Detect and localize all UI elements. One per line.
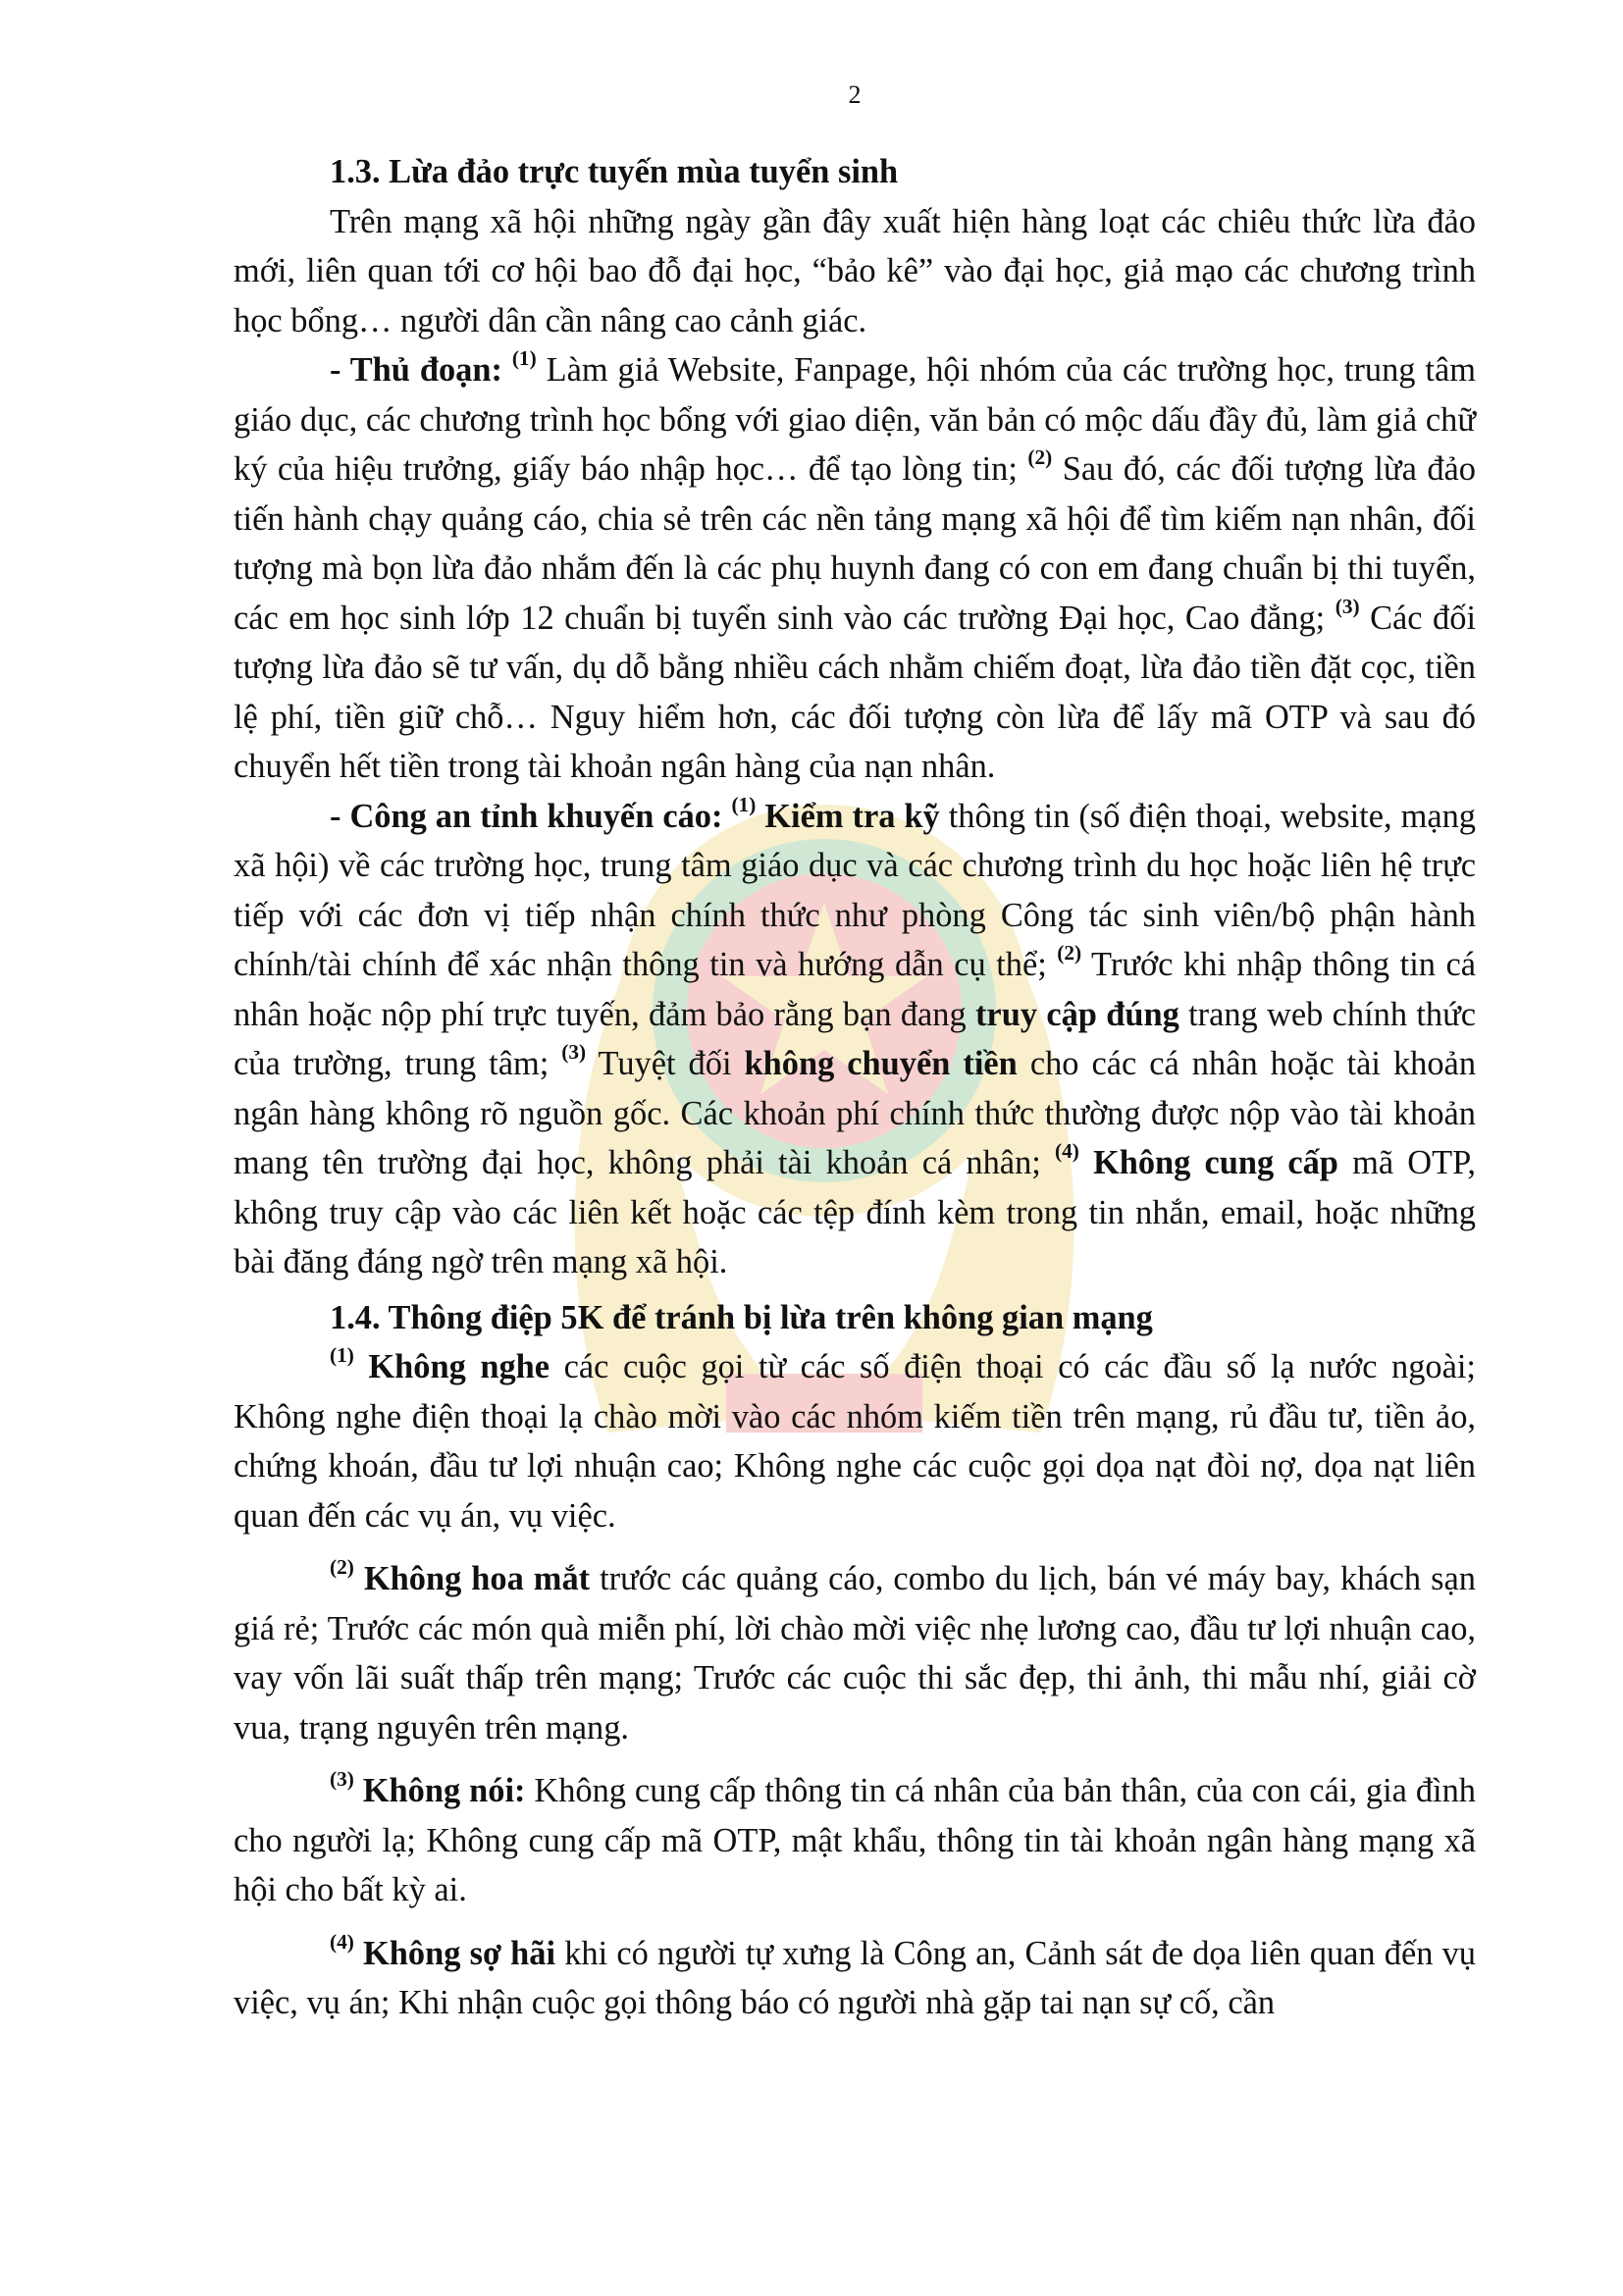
method-marker-3: (3) <box>1335 594 1360 618</box>
item-title: Không hoa mắt <box>363 1560 591 1597</box>
five-k-item-3 <box>234 1766 1476 1915</box>
advice-marker-4: (4) <box>1054 1139 1079 1164</box>
advice-marker-3: (3) <box>561 1040 587 1065</box>
item-text: trước các quảng cáo, combo du lịch, bán vé máy bay, khách sạn giá rẻ; Trước các món quà miễn phí, lời chào mời việc nhẹ lương cao, đầu tư lợi nhuận cao, vay vốn lãi suất thấp trên mạng; Trước các cuộc thi sắc đẹp, thi ảnh, thi mẫu nhí, giải cờ vua, trạng nguyên trên mạng. <box>234 1560 1476 1747</box>
section-1-3-intro: Trên mạng xã hội những ngày gần đây xuất hiện hàng loạt các chiêu thức lừa đảo mới, liên quan tới cơ hội bao đỗ đại học, “bảo kê” vào đại học, giả mạo các chương trình học bổng… người dân cần nâng cao cảnh giác. <box>234 202 1476 339</box>
item-text: Không cung cấp thông tin cá nhân của bản thân, của con cái, gia đình cho người lạ; Không cung cấp mã OTP, mật khẩu, thông tin tài khoản ngân hàng mạng xã hội cho bất kỳ ai. <box>234 1772 1476 1908</box>
advice-marker-2: (2) <box>1057 941 1082 965</box>
method-marker-1: (1) <box>511 346 537 371</box>
method-text-3: Các đối tượng lừa đảo sẽ tư vấn, dụ dỗ bằng nhiều cách nhằm chiếm đoạt, lừa đảo tiền đặt cọc, tiền lệ phí, tiền giữ chỗ… Nguy hiểm hơn, các đối tượng còn lừa để lấy mã OTP và sau đó chuyển hết tiền trong tài khoản ngân hàng của nạn nhân. <box>234 599 1477 785</box>
item-marker: (1) <box>330 1343 354 1368</box>
advice-bold-4: Không cung cấp <box>1092 1144 1338 1181</box>
advice-text-3b: cho các cá nhân hoặc tài khoản ngân hàng không rõ nguồn gốc. Các khoản phí chính thức thường được nộp vào tài khoản mang tên trường đại học, không phải tài khoản cá nhân; <box>234 1045 1477 1181</box>
police-advice-paragraph <box>234 792 1476 1287</box>
advice-label: - Công an tỉnh khuyến cáo: <box>330 797 723 835</box>
page-number: 2 <box>848 80 862 109</box>
advice-bold-2: truy cập đúng <box>974 995 1179 1033</box>
advice-bold-1: Kiểm tra kỹ <box>764 797 940 835</box>
advice-text-1: thông tin (số điện thoại, website, mạng xã hội) về các trường học, trung tâm giáo dục và các chương trình du học hoặc liên hệ trực tiếp với các đơn vị tiếp nhận chính thức như phòng Công tác sinh viên/bộ phận hành chính/tài chính để xác nhận thông tin và hướng dẫn cụ thể; <box>234 797 1476 983</box>
item-title: Không nghe <box>368 1348 550 1385</box>
item-text: khi có người tự xưng là Công an, Cảnh sát đe dọa liên quan đến vụ việc, vụ án; Khi nhận cuộc gọi thông báo có người nhà gặp tai nạn sự cố, cần <box>234 1934 1476 2021</box>
advice-text-3a: Tuyệt đối <box>586 1045 745 1082</box>
item-text: các cuộc gọi từ các số điện thoại có các đầu số lạ nước ngoài; Không nghe điện thoại lạ chào mời vào các nhóm kiếm tiền trên mạng, rủ đầu tư, tiền ảo, chứng khoán, đầu tư lợi nhuận cao; Không nghe các cuộc gọi dọa nạt đòi nợ, dọa nạt liên quan đến các vụ án, vụ việc. <box>234 1348 1476 1535</box>
advice-text-2b: trang web chính thức của trường, trung tâm; <box>234 995 1476 1082</box>
section-heading-1-4: 1.4. Thông điệp 5K để tránh bị lừa trên không gian mạng <box>330 1298 1153 1336</box>
method-label: - Thủ đoạn: <box>330 351 502 389</box>
advice-text-4: mã OTP, không truy cập vào các liên kết hoặc các tệp đính kèm trong tin nhắn, email, hoặc những bài đăng đáng ngờ trên mạng xã hội. <box>234 1144 1476 1280</box>
item-marker: (3) <box>330 1767 354 1792</box>
item-marker: (4) <box>330 1929 354 1954</box>
scam-method-paragraph <box>234 345 1476 792</box>
five-k-item-4 <box>234 1929 1476 2028</box>
section-heading-1-3: 1.3. Lừa đảo trực tuyến mùa tuyển sinh <box>330 153 899 190</box>
item-title: Không nói: <box>362 1772 526 1809</box>
advice-text-2a: Trước khi nhập thông tin cá nhân hoặc nộp phí trực tuyến, đảm bảo rằng bạn đang <box>234 946 1476 1033</box>
five-k-item-2 <box>234 1554 1476 1752</box>
method-marker-2: (2) <box>1027 445 1053 470</box>
method-text-2: Sau đó, các đối tượng lừa đảo tiến hành chạy quảng cáo, chia sẻ trên các nền tảng mạng xã hội để tìm kiếm nạn nhân, đối tượng mà bọn lừa đảo nhắm đến là các phụ huynh đang có con em đang chuẩn bị thi tuyển, các em học sinh lớp 12 chuẩn bị tuyển sinh vào các trường Đại học, Cao đẳng; <box>234 450 1476 637</box>
document-body <box>234 147 1476 2028</box>
item-marker: (2) <box>330 1555 354 1580</box>
advice-marker-1: (1) <box>731 792 757 816</box>
advice-bold-3: không chuyển tiền <box>744 1045 1018 1082</box>
five-k-item-1 <box>234 1342 1476 1540</box>
method-text-1: Làm giả Website, Fanpage, hội nhóm của các trường học, trung tâm giáo dục, các chương trình học bổng với giao diện, văn bản có mộc dấu đầy đủ, làm giả chữ ký của hiệu trưởng, giấy báo nhập học… để tạo lòng tin; <box>234 351 1476 488</box>
item-title: Không sợ hãi <box>363 1934 556 1972</box>
